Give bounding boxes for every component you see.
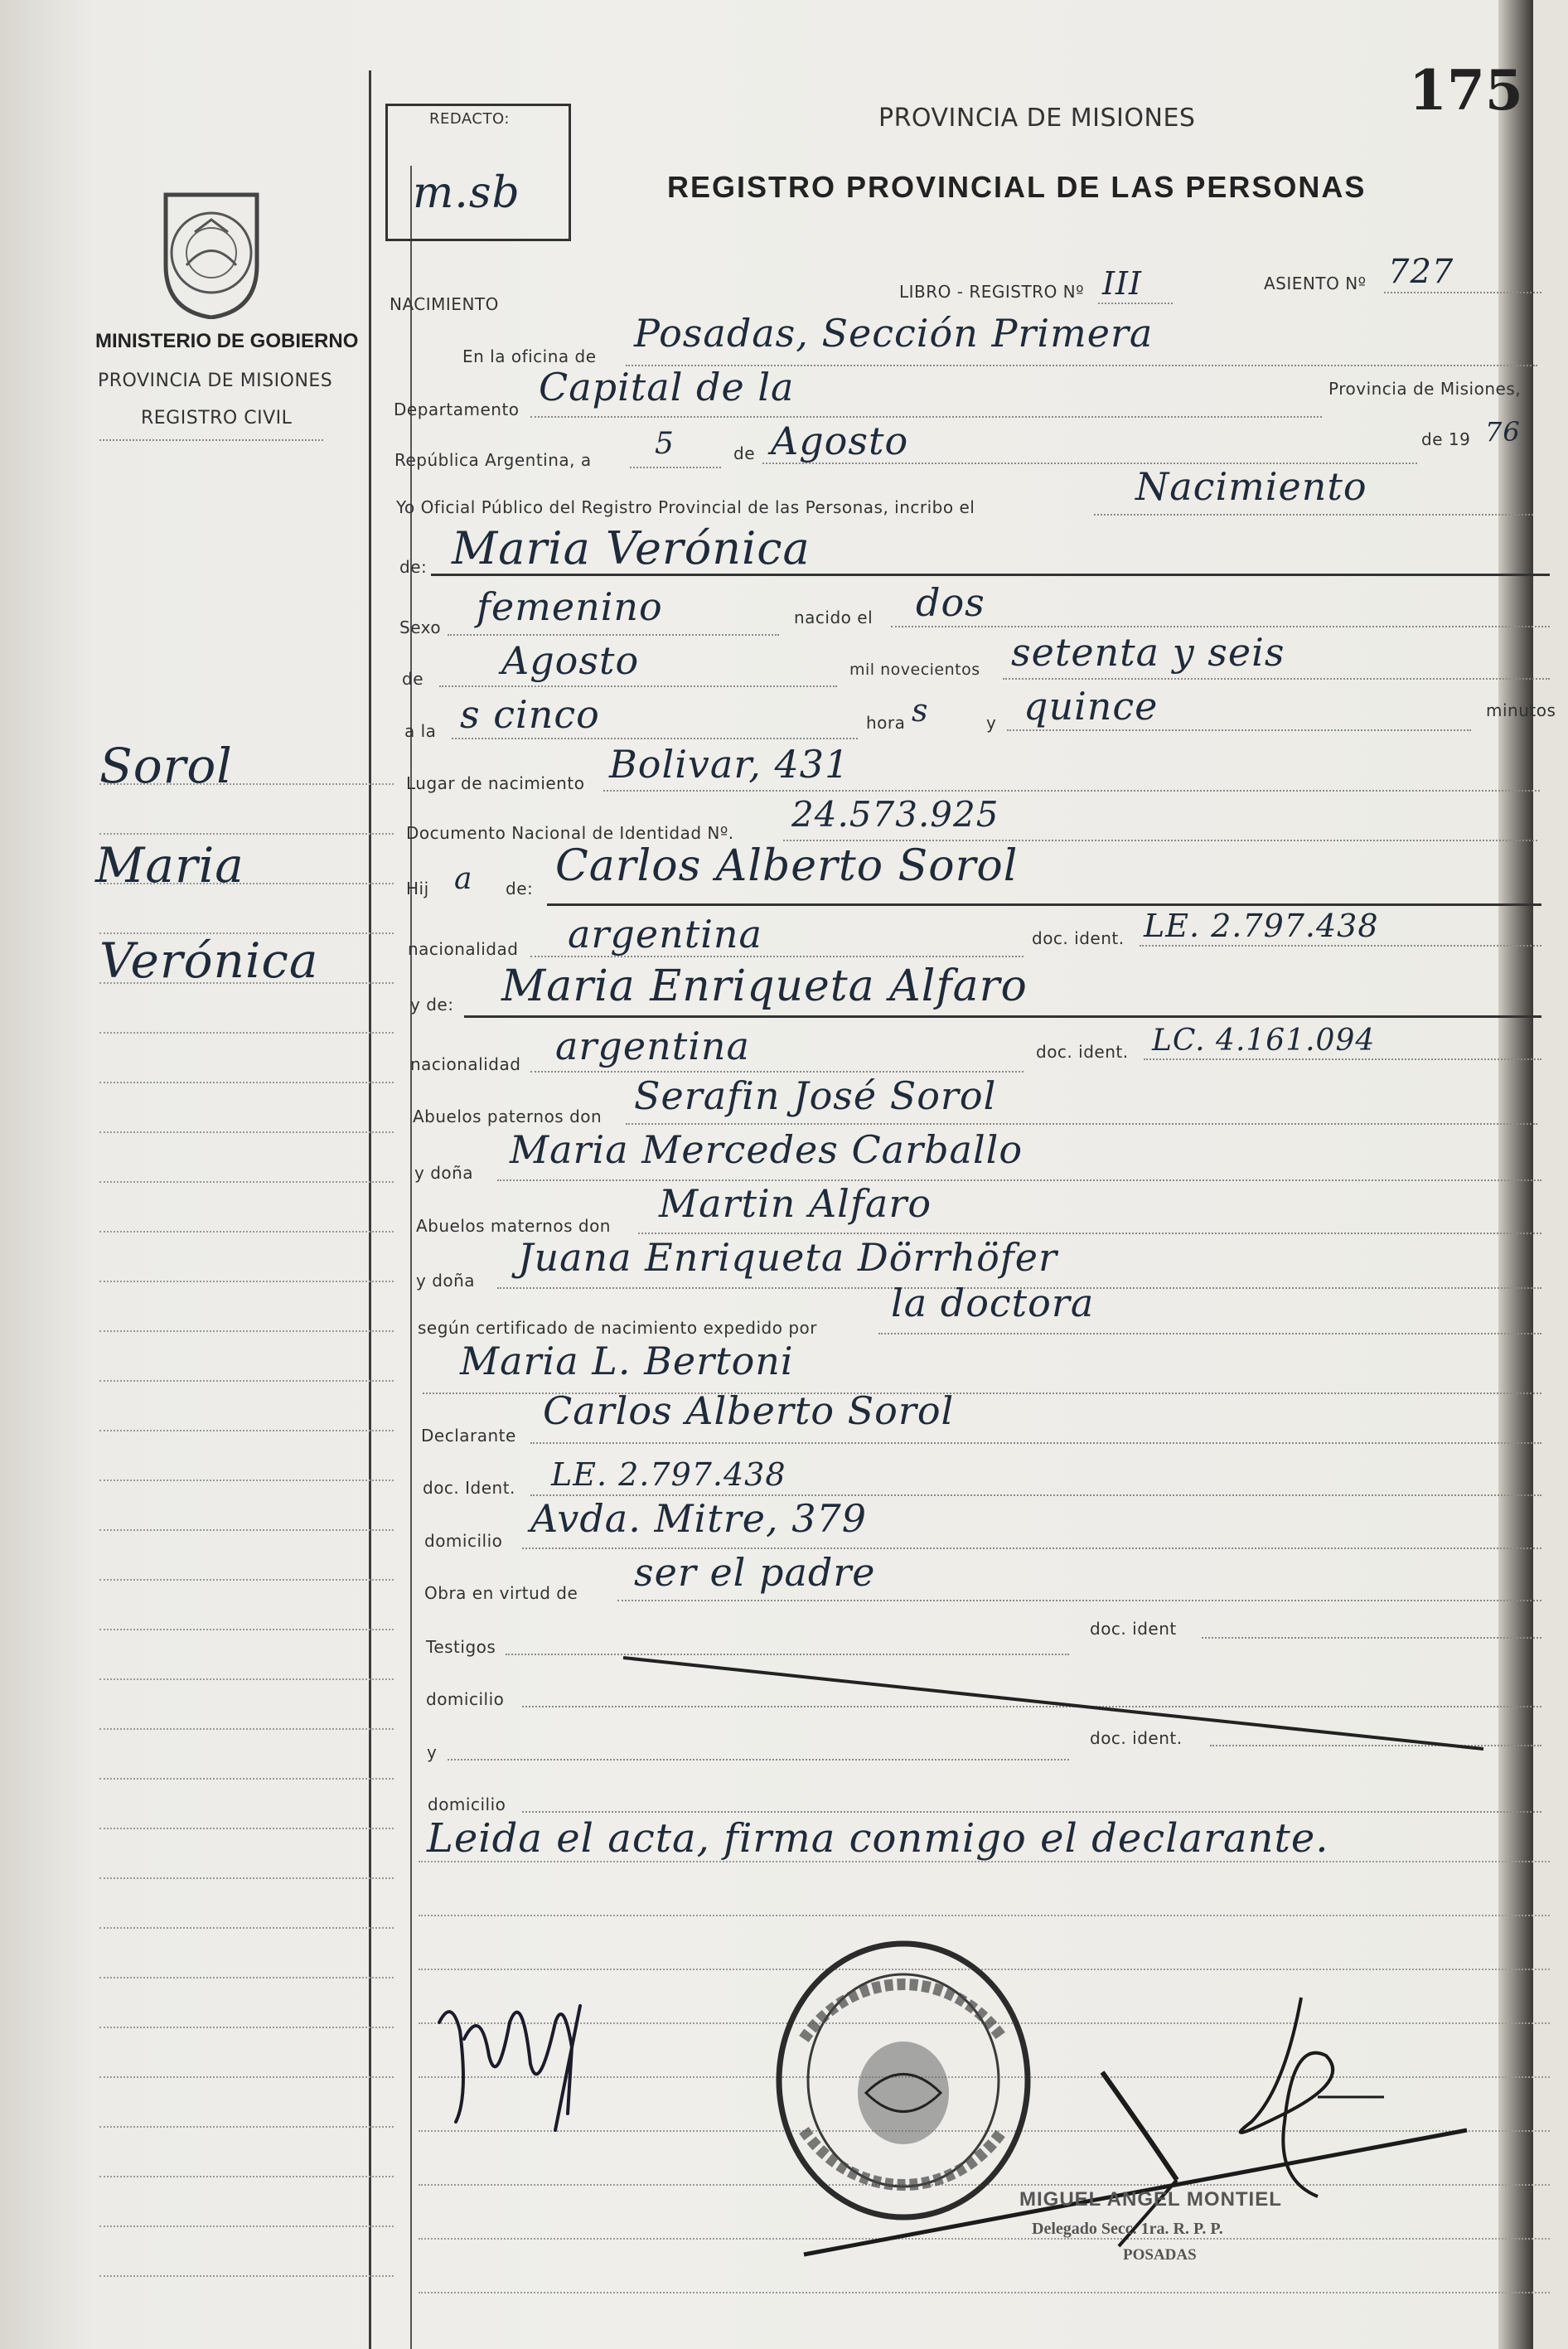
lugar-value: Bolivar, 431 xyxy=(609,742,850,787)
docident-label: doc. Ident. xyxy=(423,1478,515,1498)
ydona1-value: Maria Mercedes Carballo xyxy=(510,1127,1024,1172)
header-registry: REGISTRO PROVINCIAL DE LAS PERSONAS xyxy=(667,170,1367,204)
sexo-label: Sexo xyxy=(399,618,442,637)
declarante-label: Declarante xyxy=(421,1426,516,1446)
nac1-value: argentina xyxy=(568,912,762,957)
oficina-value: Posadas, Sección Primera xyxy=(634,311,1154,356)
doc1-value: LE. 2.797.438 xyxy=(1144,908,1379,944)
ruled-line xyxy=(419,2292,1550,2293)
provincia-label: Provincia de Misiones, xyxy=(1328,379,1522,399)
dni-label: Documento Nacional de Identidad Nº. xyxy=(406,823,734,843)
oficial-label: Yo Oficial Público del Registro Provincial de las Personas, incribo el xyxy=(396,497,975,517)
yde-label: y de: xyxy=(410,995,454,1015)
day-value: 5 xyxy=(655,427,675,461)
ala-label: a la xyxy=(404,721,437,741)
tdom-label: domicilio xyxy=(426,1689,505,1709)
officer-city: POSADAS xyxy=(1123,2246,1197,2264)
ruled-line xyxy=(419,1861,1550,1862)
minutos-value: quince xyxy=(1024,684,1159,729)
departamento-value: Capital de la xyxy=(539,365,795,409)
margin-name-2: Maria xyxy=(95,837,244,894)
doc2-value: LC. 4.161.094 xyxy=(1152,1024,1376,1058)
mother-value: Maria Enriqueta Alfaro xyxy=(501,961,1028,1011)
domicilio-value: Avda. Mitre, 379 xyxy=(530,1496,868,1541)
doc1-label: doc. ident. xyxy=(1032,928,1125,948)
page-number: 175 xyxy=(1409,58,1523,123)
ministry-line2: PROVINCIA DE MISIONES xyxy=(98,371,333,391)
redacto-value: m.sb xyxy=(413,168,520,218)
nacido-value: dos xyxy=(916,580,985,625)
testigos-label: Testigos xyxy=(426,1637,496,1657)
de2-label: de xyxy=(402,669,423,689)
closing-text: Leida el acta, firma conmigo el declarante. xyxy=(427,1815,1329,1862)
header-province: PROVINCIA DE MISIONES xyxy=(878,104,1196,133)
ruled-line xyxy=(419,1915,1550,1916)
hija-de-label: de: xyxy=(506,879,534,898)
y-label: y xyxy=(986,713,997,733)
tdom2-label: domicilio xyxy=(428,1794,506,1814)
doctor-value: Maria L. Bertoni xyxy=(460,1339,794,1383)
libro-value: III xyxy=(1102,265,1143,302)
cert-label: según certificado de nacimiento expedido por xyxy=(418,1318,817,1338)
obra-label: Obra en virtud de xyxy=(424,1583,578,1603)
cert-value: la doctora xyxy=(891,1281,1095,1325)
dni-value: 24.573.925 xyxy=(791,794,999,835)
ministry-line1: MINISTERIO DE GOBIERNO xyxy=(95,330,359,352)
asiento-label: ASIENTO Nº xyxy=(1264,274,1367,293)
name-value: Maria Verónica xyxy=(452,522,811,574)
year-label: de 19 xyxy=(1421,429,1471,449)
margin-name-3: Verónica xyxy=(99,932,319,989)
docident-value: LE. 2.797.438 xyxy=(551,1456,786,1493)
ydona2-label: y doña xyxy=(416,1271,476,1291)
tdoc2-label: doc. ident. xyxy=(1090,1728,1183,1748)
declarante-value: Carlos Alberto Sorol xyxy=(543,1388,955,1433)
oficial-value: Nacimiento xyxy=(1135,464,1367,509)
nacido-label: nacido el xyxy=(794,608,874,627)
republica-label: República Argentina, a xyxy=(394,450,592,470)
year-value: 76 xyxy=(1485,416,1521,448)
ala-value: s cinco xyxy=(460,692,600,737)
nac2-value: argentina xyxy=(555,1024,750,1068)
hija-label: Hij xyxy=(406,879,429,898)
libro-label: LIBRO - REGISTRO Nº xyxy=(899,282,1085,302)
abp-label: Abuelos paternos don xyxy=(413,1107,603,1126)
hija-suffix: a xyxy=(454,862,473,896)
nac2-label: nacionalidad xyxy=(410,1054,521,1074)
ty-label: y xyxy=(427,1742,438,1762)
margin-name-1: Sorol xyxy=(99,738,233,794)
de-name-label: de: xyxy=(399,557,428,577)
de-label: de xyxy=(733,443,755,463)
birth-month-value: Agosto xyxy=(501,638,640,683)
abp-value: Serafin José Sorol xyxy=(634,1073,997,1118)
record-type: NACIMIENTO xyxy=(390,294,499,314)
horas-label: hora xyxy=(866,713,906,733)
officer-name: MIGUEL ANGEL MONTIEL xyxy=(1019,2188,1282,2211)
domicilio-label: domicilio xyxy=(424,1531,503,1551)
abm-label: Abuelos maternos don xyxy=(416,1216,611,1236)
nac1-label: nacionalidad xyxy=(408,939,519,959)
father-value: Carlos Alberto Sorol xyxy=(555,841,1019,891)
ydona2-value: Juana Enriqueta Dörrhöfer xyxy=(518,1235,1058,1280)
obra-value: ser el padre xyxy=(634,1550,876,1595)
redacto-label: REDACTO: xyxy=(429,110,510,128)
mil-label: mil novecientos xyxy=(849,661,980,679)
ydona1-label: y doña xyxy=(414,1163,474,1183)
officer-title: Delegado Secc. 1ra. R. P. P. xyxy=(1032,2220,1223,2238)
sexo-value: femenino xyxy=(477,584,663,629)
lugar-label: Lugar de nacimiento xyxy=(406,773,585,793)
asiento-value: 727 xyxy=(1388,253,1454,291)
abm-value: Martin Alfaro xyxy=(659,1181,932,1226)
mil-value: setenta y seis xyxy=(1011,630,1285,675)
doc2-label: doc. ident. xyxy=(1036,1042,1129,1062)
tdoc-label: doc. ident xyxy=(1090,1619,1177,1639)
ministry-line3: REGISTRO CIVIL xyxy=(141,408,293,429)
departamento-label: Departamento xyxy=(394,400,520,419)
horas-value: s xyxy=(912,692,929,729)
month-value: Agosto xyxy=(771,419,909,463)
minutos-label: minutos xyxy=(1486,700,1556,720)
declarant-signature-icon xyxy=(431,1973,646,2138)
oficina-label: En la oficina de xyxy=(462,346,597,366)
